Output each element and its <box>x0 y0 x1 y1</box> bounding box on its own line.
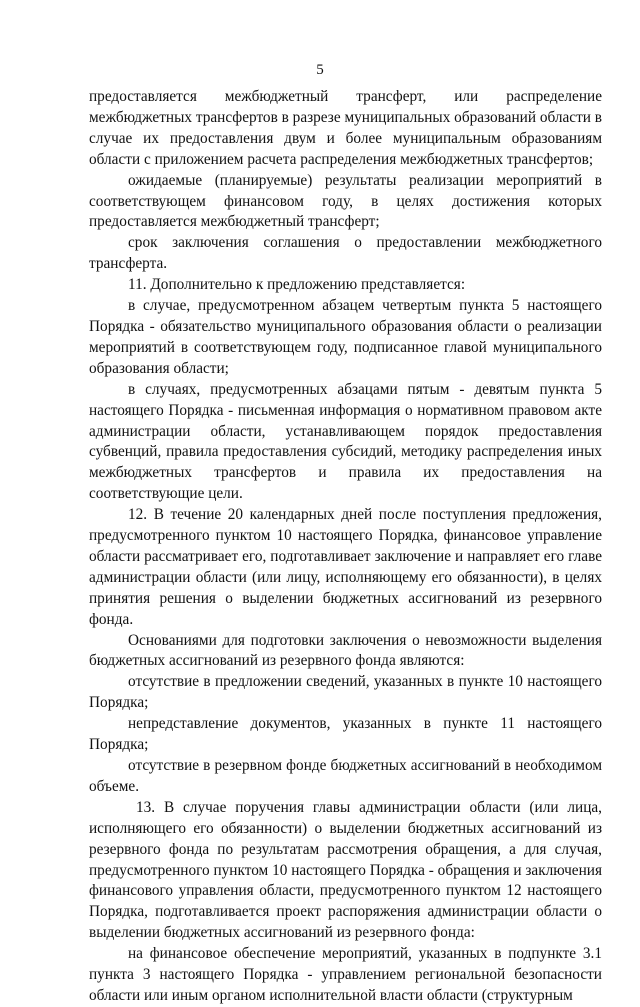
paragraph-item-11: 11. Дополнительно к предложению представляется: <box>128 276 466 294</box>
paragraph-continuation: предоставляется межбюджетный трансферт, или распределение межбюджетных трансфертов в разрезе муниципальных образований области в случае их предоставления двум и более муниципальным образованиям области с приложением расчета распределения межбюджетных трансфертов; <box>89 88 603 168</box>
paragraph-grounds: Основаниями для подготовки заключения о невозможности выделения бюджетных ассигнований из резервного фонда являются: <box>89 631 602 670</box>
paragraph-item-13-financing: на финансовое обеспечение мероприятий, указанных в подпункте 3.1 пункта 3 настоящего Порядка - управлением региональной безопасности области или иным органом исполнительной власти области (структурным <box>89 945 602 1004</box>
paragraph-ground-insufficient-funds: отсутствие в резервном фонде бюджетных ассигнований в необходимом объеме. <box>89 757 602 795</box>
paragraph-ground-missing-info: отсутствие в предложении сведений, указанных в пункте 10 настоящего Порядка; <box>89 673 602 712</box>
paragraph-ground-missing-docs: непредставление документов, указанных в пункте 11 настоящего Порядка; <box>89 715 602 754</box>
paragraph-item-13: 13. В случае поручения главы администрации области (или лица, исполняющего его обязанности) о выделении бюджетных ассигнований из резервного фонда по результатам рассмотрения обращения, а для случая, предусмотренного пунктом 10 настоящего Порядка - обращения и заключения финансового управления области, предусмотренного пунктом 12 настоящего Порядка, подготавливается проект распоряжения администрации области о выделении бюджетных ассигнований из резервного фонда: <box>89 798 602 942</box>
paragraph-expected-results: ожидаемые (планируемые) результаты реализации мероприятий в соответствующем финансовом году, в целях достижения которых предоставляется межбюджетный трансферт; <box>89 171 602 231</box>
page-number: 5 <box>316 62 324 78</box>
paragraph-item-12: 12. В течение 20 календарных дней после поступления предложения, предусмотренного пунктом 10 настоящего Порядка, финансовое управление области рассматривает его, подготавливает заключение и направляет его главе администрации области (или лицу, исполняющему его обязанности), в целях принятия решения о выделении бюджетных ассигнований из резервного фонда. <box>89 506 602 628</box>
document-body <box>89 87 602 1007</box>
paragraph-item-11-case-4: в случае, предусмотренном абзацем четвертым пункта 5 настоящего Порядка - обязательство муниципального образования области о реализации мероприятий в соответствующем году, подписанное главой муниципального образования области; <box>89 297 602 377</box>
paragraph-agreement-term: срок заключения соглашения о предоставлении межбюджетного трансферта. <box>89 234 602 273</box>
paragraph-item-11-cases-5-9: в случаях, предусмотренных абзацами пятым - девятым пункта 5 настоящего Порядка - письменная информация о нормативном правовом акте администрации области, устанавливающем порядок предоставления субвенций, правила предоставления субсидий, методику распределения иных межбюджетных трансфертов и правила их предоставления на соответствующие цели. <box>89 380 602 503</box>
